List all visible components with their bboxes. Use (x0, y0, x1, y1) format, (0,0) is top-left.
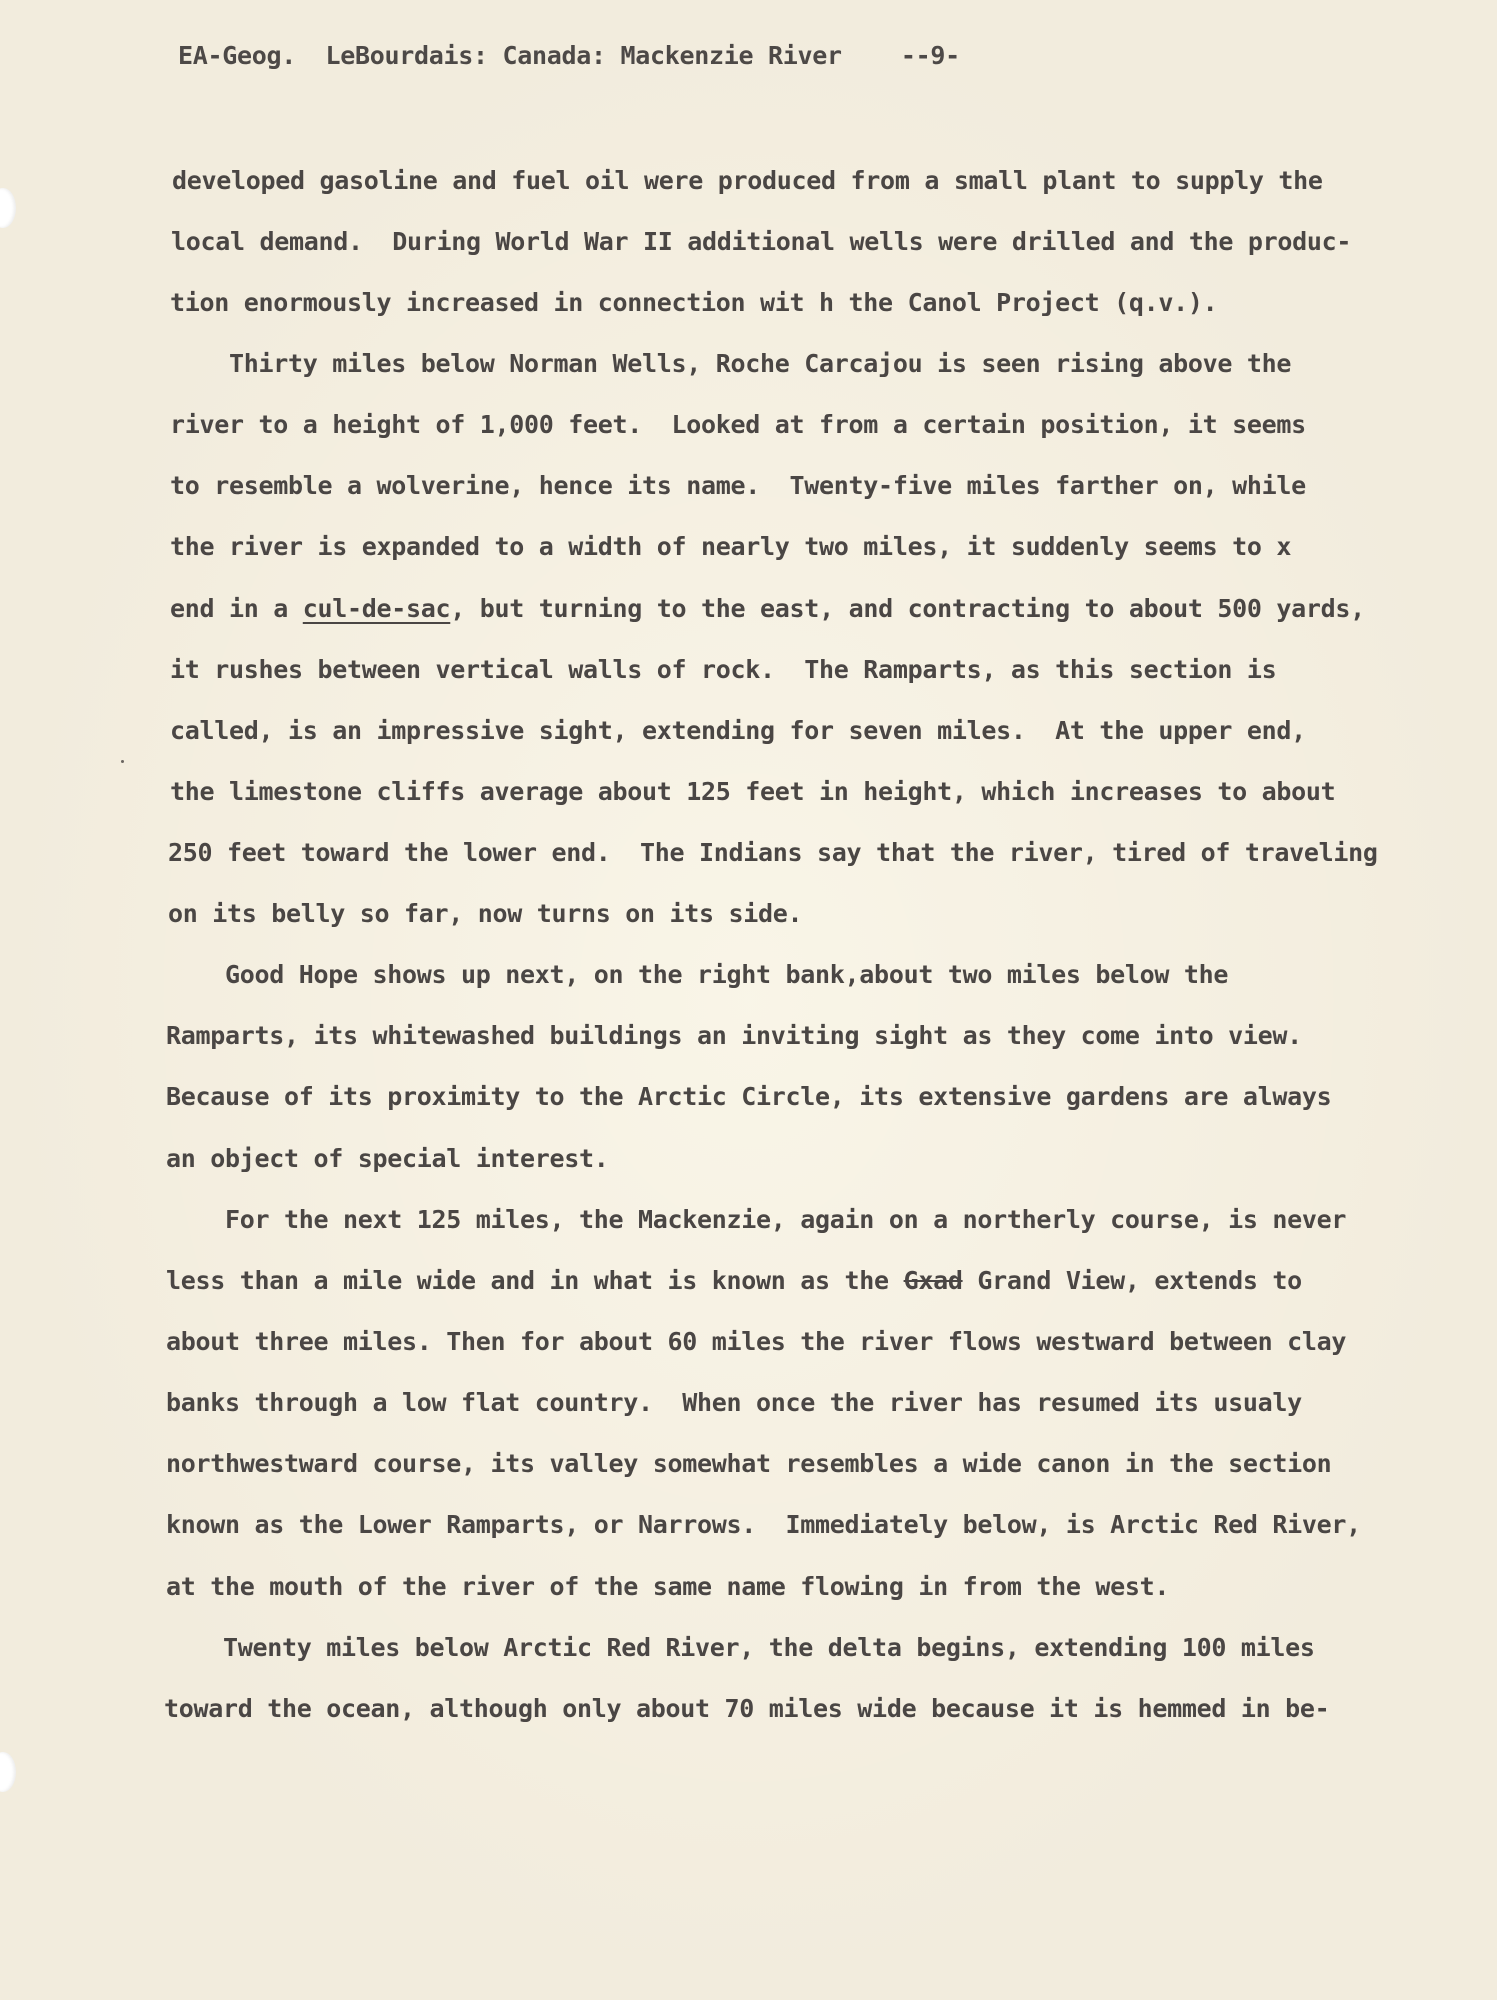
text-line: end in a cul-de-sac, but turning to the east, and contracting to about 500 yards, (170, 594, 1365, 623)
text-line: called, is an impressive sight, extending for seven miles. At the upper end, (170, 716, 1306, 745)
stray-mark (121, 760, 124, 763)
text-line: For the next 125 miles, the Mackenzie, again on a northerly course, is never (166, 1205, 1347, 1234)
text-line: northwestward course, its valley somewhat resembles a wide canon in the section (166, 1449, 1332, 1478)
text-line: to resemble a wolverine, hence its name. Twenty-five miles farther on, while (170, 471, 1306, 500)
text-line: the river is expanded to a width of nearly two miles, it suddenly seems to x (170, 532, 1292, 561)
page-header: EA-Geog. LeBourdais: Canada: Mackenzie River --9- (178, 41, 960, 70)
text-line: river to a height of 1,000 feet. Looked at from a certain position, it seems (170, 410, 1306, 439)
text-line: less than a mile wide and in what is known as the Gxad Grand View, extends to (166, 1266, 1302, 1295)
text-line: Because of its proximity to the Arctic Circle, its extensive gardens are always (166, 1082, 1332, 1111)
text-line: toward the ocean, although only about 70 miles wide because it is hemmed in be- (164, 1694, 1330, 1723)
punch-hole (0, 1752, 16, 1792)
struck-out-word: Gxad (903, 1266, 963, 1295)
text-line: developed gasoline and fuel oil were produced from a small plant to supply the (172, 166, 1323, 195)
text-line: Twenty miles below Arctic Red River, the delta begins, extending 100 miles (164, 1633, 1315, 1662)
text-line: local demand. During World War II additional wells were drilled and the produc- (171, 227, 1352, 256)
punch-hole (0, 188, 16, 228)
text-line: banks through a low flat country. When once the river has resumed its usualy (166, 1388, 1302, 1417)
text-line: known as the Lower Ramparts, or Narrows. Immediately below, is Arctic Red River, (166, 1510, 1361, 1539)
text-line: Ramparts, its whitewashed buildings an inviting sight as they come into view. (166, 1021, 1302, 1050)
text-line: tion enormously increased in connection wit h the Canol Project (q.v.). (170, 288, 1218, 317)
text-line: Thirty miles below Norman Wells, Roche Carcajou is seen rising above the (170, 349, 1292, 378)
text-line: Good Hope shows up next, on the right bank,about two miles below the (166, 960, 1229, 989)
text-line: 250 feet toward the lower end. The Indians say that the river, tired of traveling (168, 838, 1378, 867)
text-line: at the mouth of the river of the same name flowing in from the west. (166, 1572, 1170, 1601)
text-line: it rushes between vertical walls of rock. The Ramparts, as this section is (170, 655, 1277, 684)
text-line: about three miles. Then for about 60 miles the river flows westward between clay (166, 1327, 1347, 1356)
text-line: on its belly so far, now turns on its side. (168, 899, 803, 928)
text-line: the limestone cliffs average about 125 feet in height, which increases to about (170, 777, 1336, 806)
text-line: an object of special interest. (166, 1144, 609, 1173)
underlined-term: cul-de-sac (302, 594, 451, 623)
